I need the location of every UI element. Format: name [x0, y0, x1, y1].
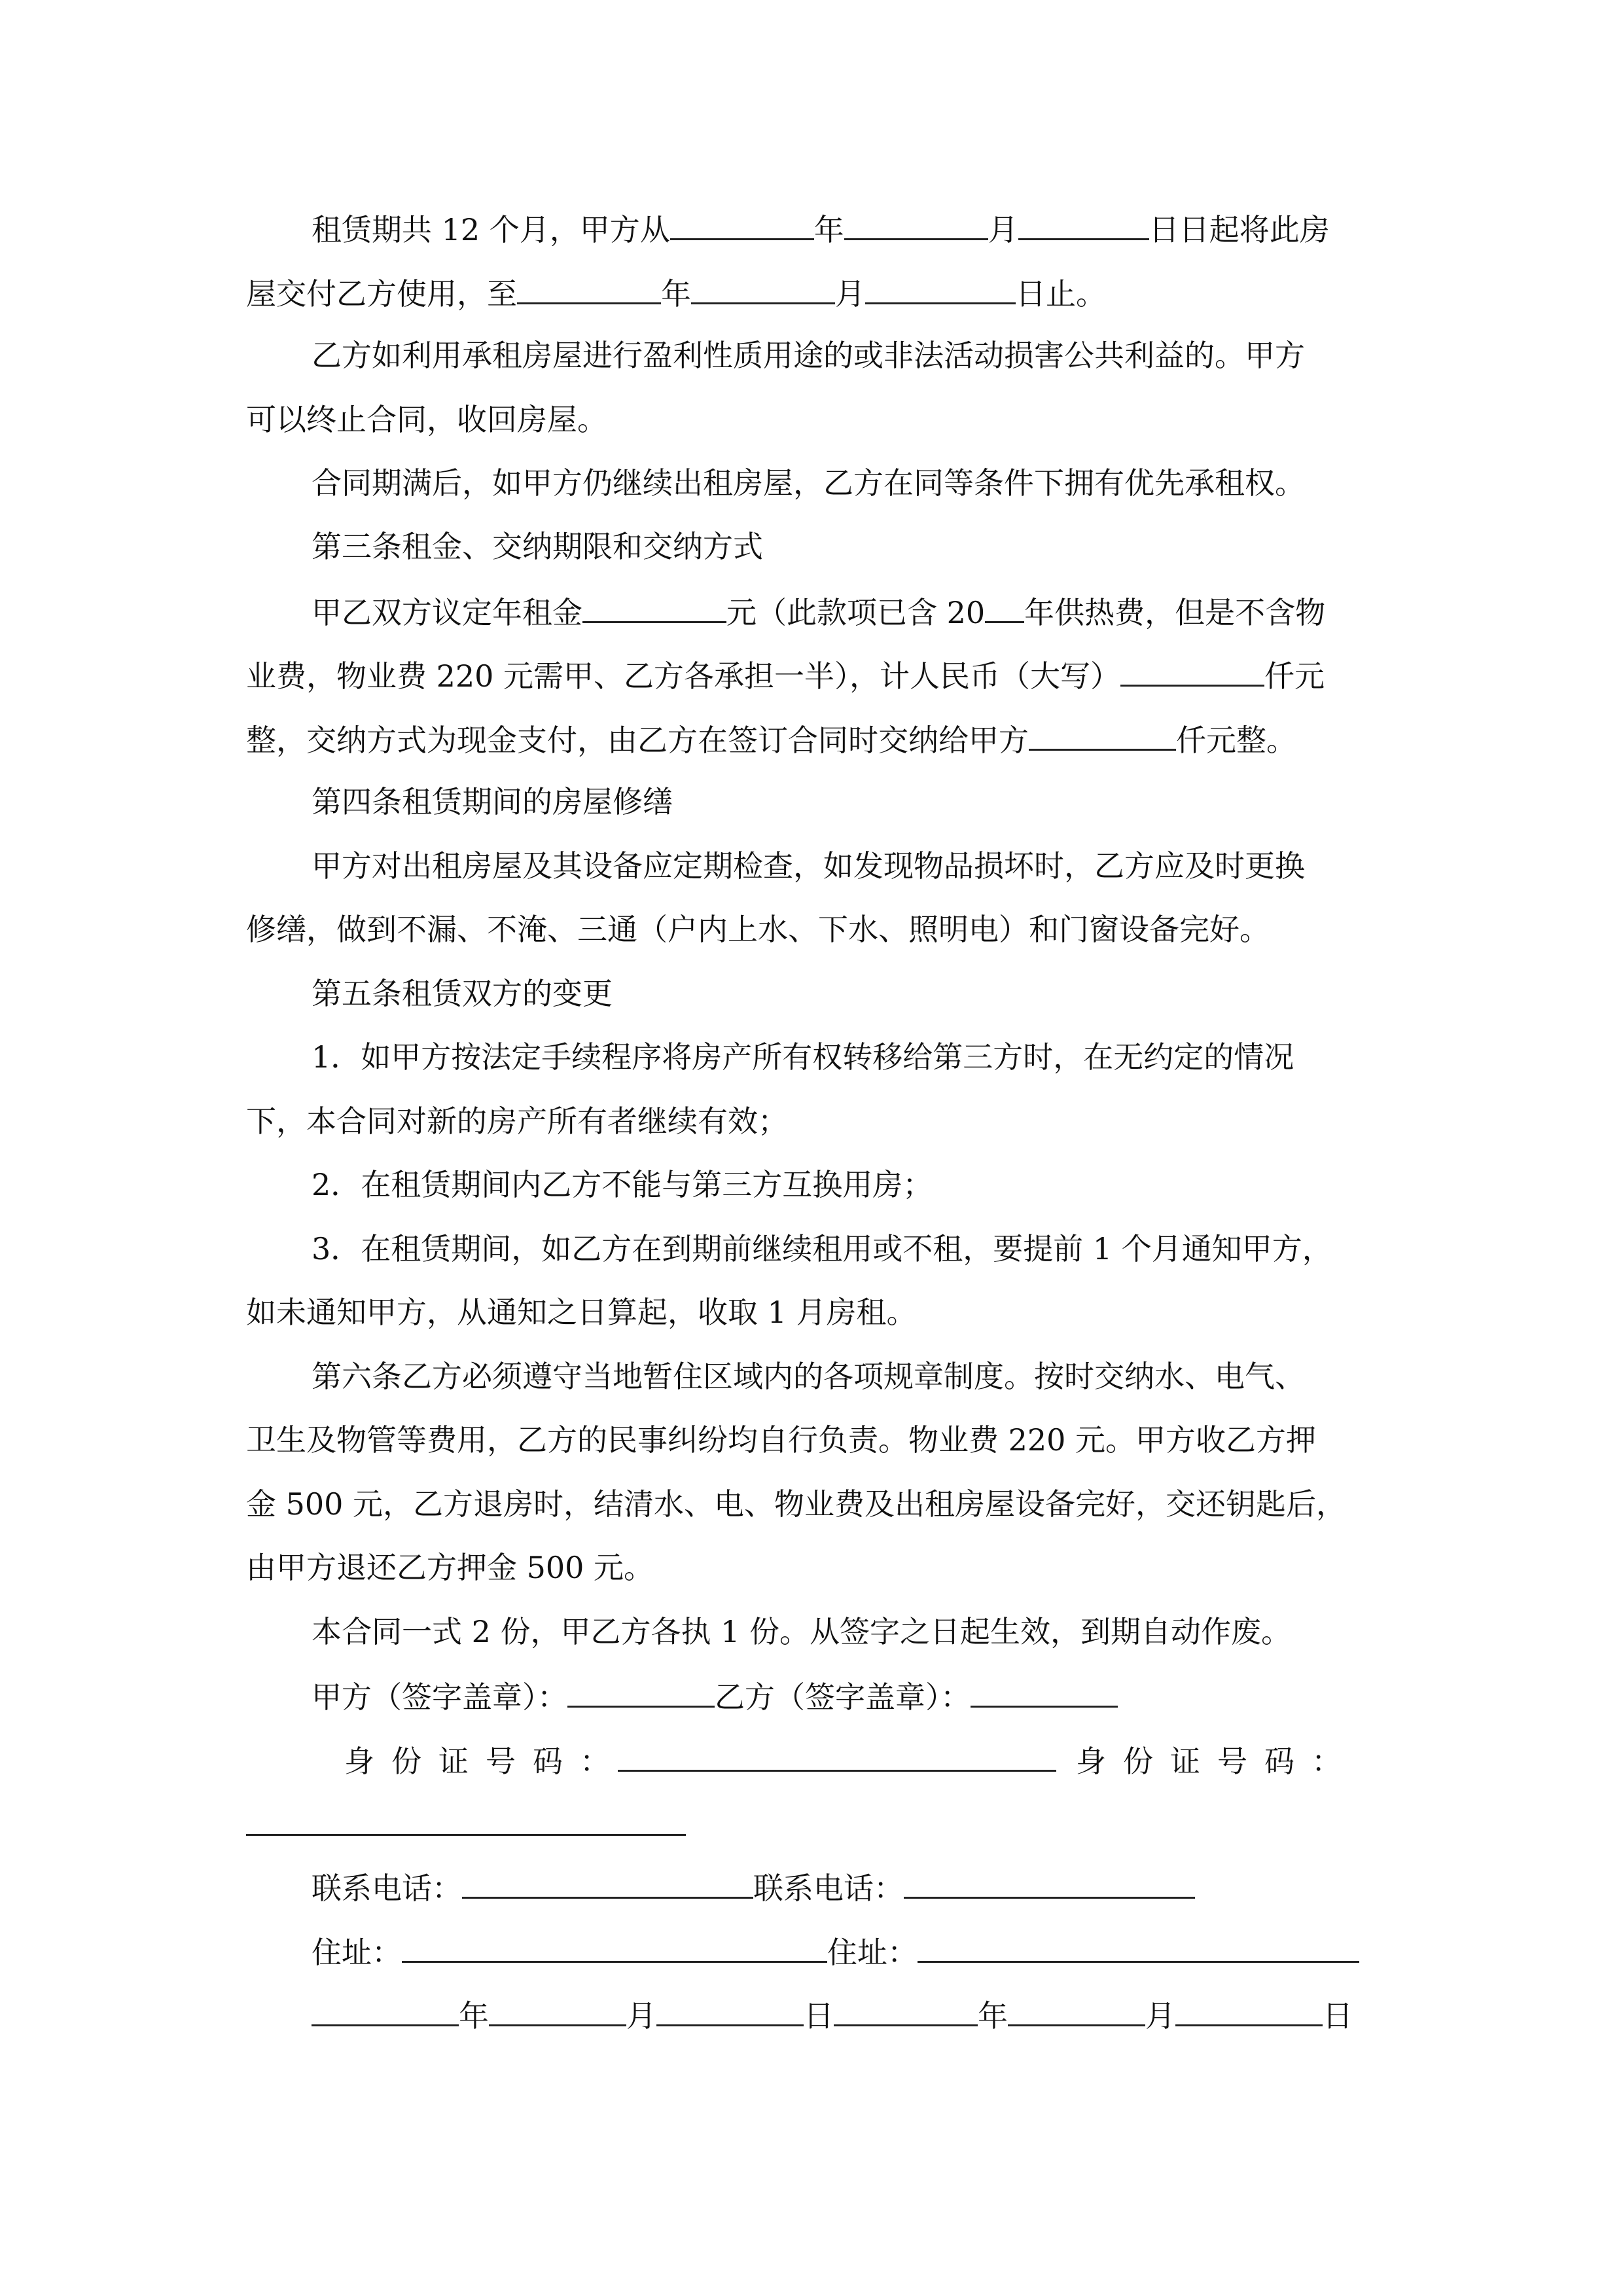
article-5-heading: 第五条租赁双方的变更: [312, 976, 613, 1011]
year-text: 年: [661, 276, 691, 312]
start-day-blank: [1018, 208, 1149, 240]
renewal-clause: 合同期满后，如甲方仍继续出租房屋，乙方在同等条件下拥有优先承租权。: [312, 465, 1305, 501]
payment-amount-blank: [1029, 719, 1176, 751]
party-b-sign-blank[interactable]: [971, 1676, 1118, 1708]
rent-text: 整，交纳方式为现金支付，由乙方在签订合同时交纳给甲方: [246, 723, 1029, 758]
party-a-phone-blank[interactable]: [462, 1867, 753, 1899]
party-b-sign-label: 乙方（签字盖章）：: [715, 1679, 971, 1715]
heating-year-blank: [985, 591, 1024, 623]
year-text: 年: [459, 1998, 489, 2034]
party-b-address-blank[interactable]: [918, 1931, 1359, 1963]
end-day-blank: [865, 272, 1016, 304]
party-a-sign-blank[interactable]: [567, 1676, 715, 1708]
address-line: [312, 1931, 1359, 1972]
phone-line: [312, 1867, 1195, 1908]
article-6-line-4: 由甲方退还乙方押金 500 元。: [246, 1550, 654, 1585]
party-a-id-blank[interactable]: [618, 1740, 1056, 1772]
id-number-line: [344, 1740, 1359, 1781]
rent-text: 元（此款项已含 20: [726, 595, 986, 630]
annual-rent-blank: [582, 591, 726, 623]
termination-line-1: 乙方如利用承租房屋进行盈利性质用途的或非法活动损害公共利益的。甲方: [312, 338, 1305, 373]
article-3-heading: 第三条租金、交纳期限和交纳方式: [312, 529, 763, 564]
article-6-line-3: 金 500 元，乙方退房时，结清水、电、物业费及出租房屋设备完好，交还钥匙后，: [246, 1486, 1347, 1522]
term-text: 租赁期共 12 个月，甲方从: [312, 212, 670, 247]
party-b-phone-blank[interactable]: [904, 1867, 1195, 1899]
start-year-blank: [670, 208, 814, 240]
term-text: 屋交付乙方使用，至: [246, 276, 517, 312]
date-line: [312, 1994, 1353, 2036]
article-4-line-1: 甲方对出租房屋及其设备应定期检查，如发现物品损坏时，乙方应及时更换: [312, 848, 1305, 884]
article-4-heading: 第四条租赁期间的房屋修缮: [312, 784, 673, 819]
party-a-day-blank[interactable]: [656, 1994, 804, 2026]
rent-text: 仟元: [1264, 658, 1325, 694]
party-b-year-blank[interactable]: [834, 1994, 978, 2026]
rent-text: 甲乙双方议定年租金: [312, 595, 582, 630]
day-text: 日: [804, 1998, 834, 2034]
article-5-item-1-line-2: 下，本合同对新的房产所有者继续有效；: [246, 1103, 788, 1139]
term-line-1: [312, 208, 1330, 249]
party-a-sign-label: 甲方（签字盖章）：: [312, 1679, 567, 1715]
party-b-month-blank[interactable]: [1008, 1994, 1145, 2026]
party-a-address-label: 住址：: [312, 1935, 402, 1970]
year-text: 年: [813, 212, 844, 247]
article-5-item-3-line-2: 如未通知甲方，从通知之日算起，收取 1 月房租。: [246, 1295, 917, 1330]
article-3-line-3: [246, 719, 1296, 760]
party-b-id-blank[interactable]: [246, 1834, 686, 1836]
day-text: 日日起将此房: [1149, 212, 1330, 247]
party-a-phone-label: 联系电话：: [312, 1871, 462, 1906]
rent-text: 年供热费，但是不含物: [1024, 595, 1326, 630]
article-6-line-1: 第六条乙方必须遵守当地暂住区域内的各项规章制度。按时交纳水、电气、: [312, 1359, 1305, 1394]
day-text: 日: [1323, 1998, 1353, 2034]
party-b-address-label: 住址：: [827, 1935, 918, 1970]
party-a-year-blank[interactable]: [312, 1994, 459, 2026]
day-text: 日止。: [1016, 276, 1106, 312]
article-5-item-1-line-1: 1．如甲方按法定手续程序将房产所有权转移给第三方时，在无约定的情况: [312, 1039, 1294, 1075]
signature-line: [312, 1676, 1118, 1717]
year-text: 年: [978, 1998, 1008, 2034]
party-a-id-label: 身份证号码：: [344, 1744, 627, 1779]
month-text: 月: [1145, 1998, 1175, 2034]
rent-uppercase-blank: [1120, 655, 1264, 687]
party-b-phone-label: 联系电话：: [753, 1871, 904, 1906]
copies-clause: 本合同一式 2 份，甲乙方各执 1 份。从签字之日起生效，到期自动作废。: [312, 1614, 1292, 1649]
article-3-line-2: [246, 655, 1325, 696]
start-month-blank: [844, 208, 988, 240]
party-b-id-label: 身份证号码：: [1076, 1744, 1359, 1779]
rent-text: 仟元整。: [1176, 723, 1296, 758]
month-text: 月: [988, 212, 1018, 247]
end-month-blank: [691, 272, 835, 304]
end-year-blank: [517, 272, 661, 304]
party-b-day-blank[interactable]: [1175, 1994, 1323, 2026]
article-6-line-2: 卫生及物管等费用，乙方的民事纠纷均自行负责。物业费 220 元。甲方收乙方押: [246, 1422, 1317, 1458]
article-3-line-1: [312, 591, 1325, 632]
party-a-month-blank[interactable]: [489, 1994, 626, 2026]
month-text: 月: [626, 1998, 656, 2034]
article-5-item-3-line-1: 3．在租赁期间，如乙方在到期前继续租用或不租，要提前 1 个月通知甲方，: [312, 1231, 1332, 1266]
rent-text: 业费，物业费 220 元需甲、乙方各承担一半），计人民币（大写）: [246, 658, 1121, 694]
termination-line-2: 可以终止合同，收回房屋。: [246, 402, 607, 437]
article-4-line-2: 修缮，做到不漏、不淹、三通（户内上水、下水、照明电）和门窗设备完好。: [246, 912, 1270, 947]
term-line-2: [246, 272, 1106, 314]
month-text: 月: [835, 276, 865, 312]
article-5-item-2: 2．在租赁期间内乙方不能与第三方互换用房；: [312, 1167, 933, 1202]
party-a-address-blank[interactable]: [402, 1931, 827, 1963]
